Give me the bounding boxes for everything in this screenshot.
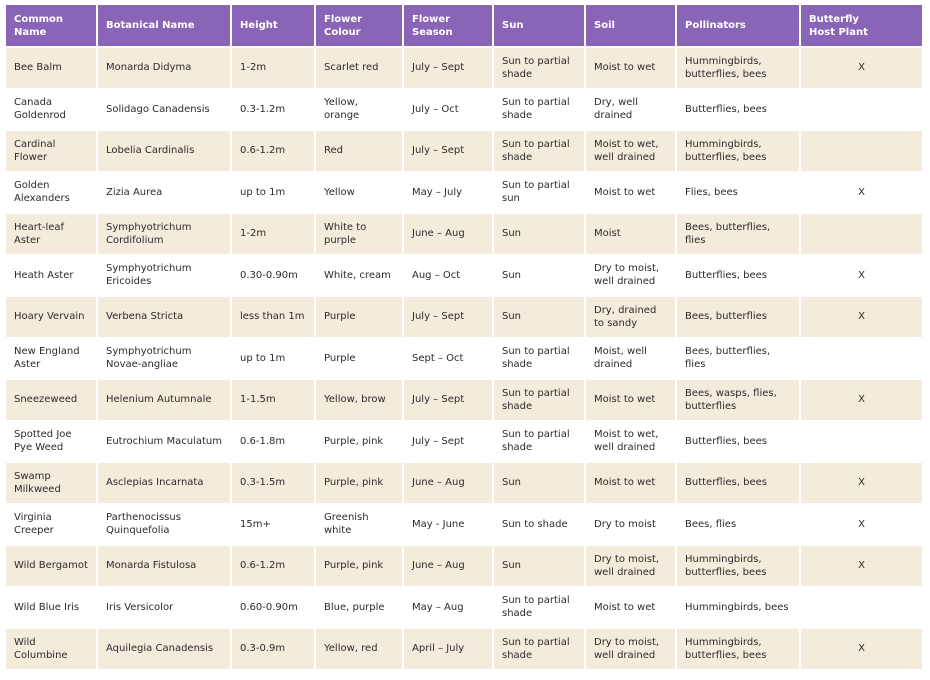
common-name-cell: Wild Columbine — [6, 627, 98, 669]
height-cell: 1-2m — [232, 212, 316, 254]
botanical-name-cell: Symphyotrichum Cordifolium — [98, 212, 232, 254]
common-name-cell: Golden Alexanders — [6, 171, 98, 213]
pollinators-cell: Bees, butterflies, flies — [677, 337, 801, 379]
soil-cell: Dry to moist — [586, 503, 677, 545]
common-name-cell: Swamp Milkweed — [6, 461, 98, 503]
flower-season-cell: June – Aug — [404, 544, 494, 586]
common-name-cell: Wild Blue Iris — [6, 586, 98, 628]
header-botanical-name: Botanical Name — [98, 5, 232, 46]
soil-cell: Moist to wet — [586, 46, 677, 88]
butterfly-host-cell: X — [801, 254, 922, 296]
height-cell: 0.3-1.5m — [232, 461, 316, 503]
flower-season-cell: June – Aug — [404, 461, 494, 503]
botanical-name-cell: Lobelia Cardinalis — [98, 129, 232, 171]
flower-colour-cell: Purple, pink — [316, 420, 404, 462]
table-row — [6, 212, 922, 254]
sun-cell: Sun — [494, 544, 586, 586]
butterfly-host-cell: X — [801, 46, 922, 88]
table-row — [6, 503, 922, 545]
soil-cell: Dry, drained to sandy — [586, 295, 677, 337]
table-row — [6, 420, 922, 462]
table-row — [6, 544, 922, 586]
pollinators-cell: Butterflies, bees — [677, 88, 801, 130]
butterfly-host-cell: X — [801, 627, 922, 669]
butterfly-host-cell: X — [801, 544, 922, 586]
flower-season-cell: May – Aug — [404, 586, 494, 628]
flower-season-cell: July – Sept — [404, 129, 494, 171]
botanical-name-cell: Iris Versicolor — [98, 586, 232, 628]
soil-cell: Moist to wet — [586, 378, 677, 420]
table-row — [6, 295, 922, 337]
botanical-name-cell: Monarda Fistulosa — [98, 544, 232, 586]
soil-cell: Dry to moist, well drained — [586, 627, 677, 669]
common-name-cell: Virginia Creeper — [6, 503, 98, 545]
soil-cell: Dry to moist, well drained — [586, 544, 677, 586]
table-row — [6, 627, 922, 669]
botanical-name-cell: Symphyotrichum Ericoides — [98, 254, 232, 296]
flower-colour-cell: Red — [316, 129, 404, 171]
soil-cell: Dry, well drained — [586, 88, 677, 130]
botanical-name-cell: Parthenocissus Quinquefolia — [98, 503, 232, 545]
height-cell: up to 1m — [232, 337, 316, 379]
flower-colour-cell: Scarlet red — [316, 46, 404, 88]
sun-cell: Sun to shade — [494, 503, 586, 545]
flower-colour-cell: White to purple — [316, 212, 404, 254]
table-row — [6, 171, 922, 213]
sun-cell: Sun to partial shade — [494, 337, 586, 379]
header-common-name: Common Name — [6, 5, 98, 46]
sun-cell: Sun to partial shade — [494, 129, 586, 171]
header-butterfly-host-plant: Butterfly Host Plant — [801, 5, 922, 46]
height-cell: 0.6-1.2m — [232, 544, 316, 586]
botanical-name-cell: Helenium Autumnale — [98, 378, 232, 420]
botanical-name-cell: Monarda Didyma — [98, 46, 232, 88]
height-cell: up to 1m — [232, 171, 316, 213]
butterfly-host-cell — [801, 420, 922, 462]
botanical-name-cell: Asclepias Incarnata — [98, 461, 232, 503]
sun-cell: Sun to partial shade — [494, 88, 586, 130]
common-name-cell: New England Aster — [6, 337, 98, 379]
common-name-cell: Heath Aster — [6, 254, 98, 296]
sun-cell: Sun to partial shade — [494, 420, 586, 462]
table-row — [6, 461, 922, 503]
butterfly-host-cell — [801, 88, 922, 130]
height-cell: 0.6-1.2m — [232, 129, 316, 171]
flower-colour-cell: Yellow, orange — [316, 88, 404, 130]
butterfly-host-cell — [801, 337, 922, 379]
table-row — [6, 129, 922, 171]
table-body — [6, 46, 922, 669]
butterfly-host-cell: X — [801, 295, 922, 337]
flower-season-cell: April – July — [404, 627, 494, 669]
flower-colour-cell: White, cream — [316, 254, 404, 296]
common-name-cell: Sneezeweed — [6, 378, 98, 420]
sun-cell: Sun — [494, 212, 586, 254]
soil-cell: Moist to wet — [586, 586, 677, 628]
common-name-cell: Heart-leaf Aster — [6, 212, 98, 254]
botanical-name-cell: Zizia Aurea — [98, 171, 232, 213]
soil-cell: Moist to wet, well drained — [586, 129, 677, 171]
butterfly-host-cell — [801, 586, 922, 628]
butterfly-host-cell — [801, 129, 922, 171]
soil-cell: Moist, well drained — [586, 337, 677, 379]
pollinators-cell: Hummingbirds, butterflies, bees — [677, 544, 801, 586]
pollinators-cell: Hummingbirds, butterflies, bees — [677, 129, 801, 171]
flower-season-cell: July – Sept — [404, 420, 494, 462]
flower-season-cell: Aug – Oct — [404, 254, 494, 296]
common-name-cell: Canada Goldenrod — [6, 88, 98, 130]
height-cell: 0.3-0.9m — [232, 627, 316, 669]
common-name-cell: Spotted Joe Pye Weed — [6, 420, 98, 462]
table-row — [6, 254, 922, 296]
pollinators-cell: Bees, wasps, flies, butterflies — [677, 378, 801, 420]
flower-colour-cell: Purple — [316, 337, 404, 379]
table-row — [6, 586, 922, 628]
sun-cell: Sun to partial sun — [494, 171, 586, 213]
pollinators-cell: Bees, butterflies — [677, 295, 801, 337]
soil-cell: Moist — [586, 212, 677, 254]
common-name-cell: Bee Balm — [6, 46, 98, 88]
botanical-name-cell: Verbena Stricta — [98, 295, 232, 337]
header-height: Height — [232, 5, 316, 46]
flower-season-cell: July – Sept — [404, 378, 494, 420]
flower-season-cell: June – Aug — [404, 212, 494, 254]
sun-cell: Sun to partial shade — [494, 586, 586, 628]
height-cell: 1-2m — [232, 46, 316, 88]
flower-season-cell: July – Oct — [404, 88, 494, 130]
header-pollinators: Pollinators — [677, 5, 801, 46]
plant-table-container — [6, 5, 922, 669]
header-soil: Soil — [586, 5, 677, 46]
butterfly-host-cell: X — [801, 378, 922, 420]
sun-cell: Sun — [494, 295, 586, 337]
common-name-cell: Cardinal Flower — [6, 129, 98, 171]
botanical-name-cell: Eutrochium Maculatum — [98, 420, 232, 462]
flower-colour-cell: Yellow, red — [316, 627, 404, 669]
flower-season-cell: May – July — [404, 171, 494, 213]
height-cell: 15m+ — [232, 503, 316, 545]
header-flower-season: Flower Season — [404, 5, 494, 46]
pollinators-cell: Hummingbirds, bees — [677, 586, 801, 628]
flower-colour-cell: Blue, purple — [316, 586, 404, 628]
pollinators-cell: Butterflies, bees — [677, 461, 801, 503]
flower-season-cell: Sept – Oct — [404, 337, 494, 379]
soil-cell: Moist to wet, well drained — [586, 420, 677, 462]
header-sun: Sun — [494, 5, 586, 46]
sun-cell: Sun — [494, 254, 586, 296]
flower-colour-cell: Purple — [316, 295, 404, 337]
flower-colour-cell: Yellow — [316, 171, 404, 213]
botanical-name-cell: Aquilegia Canadensis — [98, 627, 232, 669]
flower-season-cell: July – Sept — [404, 46, 494, 88]
flower-colour-cell: Purple, pink — [316, 544, 404, 586]
height-cell: 0.60-0.90m — [232, 586, 316, 628]
table-row — [6, 88, 922, 130]
sun-cell: Sun — [494, 461, 586, 503]
table-row — [6, 46, 922, 88]
height-cell: 0.3-1.2m — [232, 88, 316, 130]
soil-cell: Moist to wet — [586, 171, 677, 213]
sun-cell: Sun to partial shade — [494, 627, 586, 669]
soil-cell: Dry to moist, well drained — [586, 254, 677, 296]
native-plants-table — [6, 5, 922, 669]
butterfly-host-cell — [801, 212, 922, 254]
pollinators-cell: Hummingbirds, butterflies, bees — [677, 46, 801, 88]
common-name-cell: Hoary Vervain — [6, 295, 98, 337]
height-cell: less than 1m — [232, 295, 316, 337]
pollinators-cell: Bees, butterflies, flies — [677, 212, 801, 254]
height-cell: 0.30-0.90m — [232, 254, 316, 296]
common-name-cell: Wild Bergamot — [6, 544, 98, 586]
botanical-name-cell: Solidago Canadensis — [98, 88, 232, 130]
butterfly-host-cell: X — [801, 461, 922, 503]
height-cell: 1-1.5m — [232, 378, 316, 420]
header-flower-colour: Flower Colour — [316, 5, 404, 46]
table-row — [6, 378, 922, 420]
flower-colour-cell: Greenish white — [316, 503, 404, 545]
soil-cell: Moist to wet — [586, 461, 677, 503]
table-header-row — [6, 5, 922, 46]
pollinators-cell: Butterflies, bees — [677, 420, 801, 462]
flower-season-cell: May - June — [404, 503, 494, 545]
pollinators-cell: Hummingbirds, butterflies, bees — [677, 627, 801, 669]
table-row — [6, 337, 922, 379]
pollinators-cell: Butterflies, bees — [677, 254, 801, 296]
pollinators-cell: Flies, bees — [677, 171, 801, 213]
butterfly-host-cell: X — [801, 171, 922, 213]
flower-season-cell: July – Sept — [404, 295, 494, 337]
height-cell: 0.6-1.8m — [232, 420, 316, 462]
sun-cell: Sun to partial shade — [494, 46, 586, 88]
flower-colour-cell: Yellow, brow — [316, 378, 404, 420]
botanical-name-cell: Symphyotrichum Novae-angliae — [98, 337, 232, 379]
butterfly-host-cell: X — [801, 503, 922, 545]
flower-colour-cell: Purple, pink — [316, 461, 404, 503]
pollinators-cell: Bees, flies — [677, 503, 801, 545]
sun-cell: Sun to partial shade — [494, 378, 586, 420]
